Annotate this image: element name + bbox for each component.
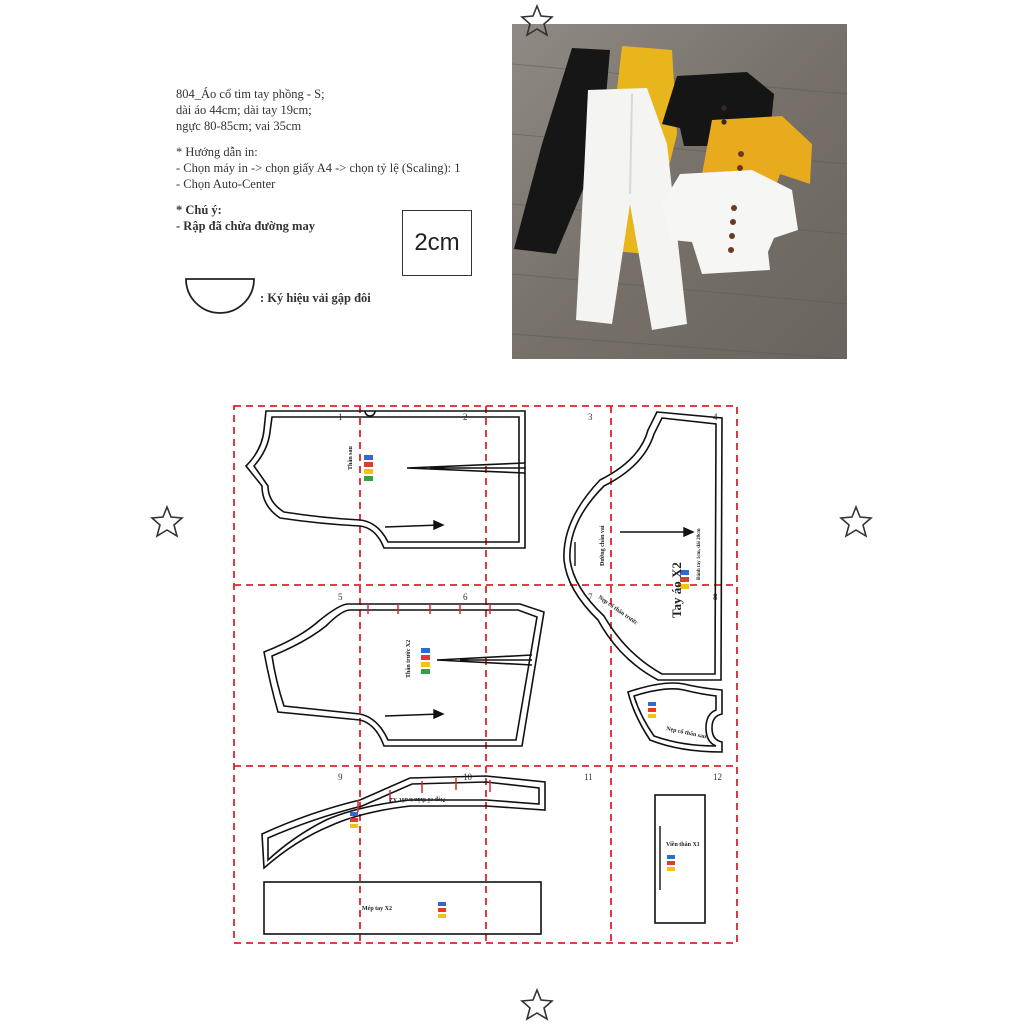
front-body-piece — [264, 604, 544, 746]
brand-logo-icon — [667, 855, 675, 871]
star-icon — [522, 6, 552, 35]
back-facing-piece — [628, 683, 722, 752]
scale-label: 2cm — [414, 229, 460, 256]
front-body-label: Thân trước X2 — [406, 639, 412, 678]
sleeve-curve-note: Nẹp cổ thân trước — [596, 594, 639, 627]
page-number-1: 1 — [338, 412, 343, 422]
front-facing-piece — [262, 776, 545, 868]
brand-logo-icon — [421, 648, 430, 674]
star-icon — [841, 507, 871, 536]
brand-logo-icon — [364, 455, 373, 481]
cuff-piece — [264, 882, 541, 934]
fold-legend-label: : Ký hiệu vải gập đôi — [260, 291, 371, 305]
page-number-5: 5 — [338, 592, 343, 602]
print-guide-step-1: - Chọn máy in -> chọn giấy A4 -> chọn tỷ lệ (Scaling): 1 — [176, 161, 461, 175]
print-guide-step-2: - Chọn Auto-Center — [176, 177, 276, 191]
page-number-3: 3 — [588, 412, 593, 422]
waist-band-piece — [655, 795, 705, 923]
page-number-4: 4 — [713, 412, 718, 422]
brand-logo-icon — [438, 902, 446, 918]
waist-band-label: Viền thân X1 — [666, 842, 700, 848]
star-icon — [152, 507, 182, 536]
brand-logo-icon — [350, 812, 358, 828]
page-number-12: 12 — [713, 772, 722, 782]
pattern-title: 804_Áo cổ tim tay phồng - S; — [176, 87, 325, 101]
brand-logo-icon — [648, 702, 656, 718]
page-number-2: 2 — [463, 412, 468, 422]
size-line-2: ngực 80-85cm; vai 35cm — [176, 119, 302, 133]
sleeve-grain-label: Đường chân vai — [600, 525, 606, 566]
page-number-8: 8 — [713, 592, 718, 602]
star-icon — [522, 990, 552, 1019]
page-number-11: 11 — [584, 772, 593, 782]
sleeve-side-note: Đánh tay 1cm, dài 28cm — [697, 528, 702, 580]
back-body-label: Thân sau — [348, 446, 354, 470]
page-number-10: 10 — [463, 772, 472, 782]
page-number-9: 9 — [338, 772, 343, 782]
note-text: - Rập đã chừa đường may — [176, 219, 315, 233]
cuff-label: Mép tay X2 — [362, 906, 392, 912]
print-guide-heading: * Hướng dẫn in: — [176, 145, 258, 159]
sleeve-label: Tay áo X2 — [669, 562, 684, 618]
note-heading: * Chú ý: — [176, 203, 222, 217]
page-number-6: 6 — [463, 592, 468, 602]
size-line-1: dài áo 44cm; dài tay 19cm; — [176, 103, 312, 117]
page-number-7: 7 — [588, 592, 593, 602]
back-facing-label: Nẹp cổ thân sau — [665, 726, 707, 741]
front-facing-label: Nẹp cổ thân trước X2 — [389, 796, 445, 802]
